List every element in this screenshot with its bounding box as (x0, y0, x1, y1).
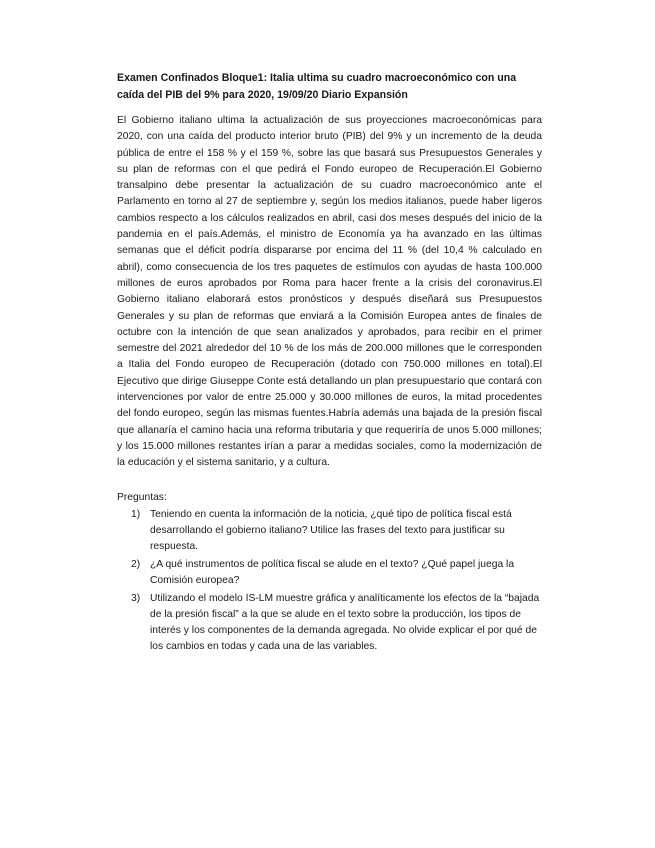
questions-list (117, 507, 545, 657)
question-number: 2) (131, 559, 141, 570)
questions-heading: Preguntas: (117, 492, 167, 503)
question-text: Teniendo en cuenta la información de la noticia, ¿qué tipo de política fiscal está desarrollando el gobierno italiano? Utilice las frases del texto para justificar su respuesta. (150, 509, 512, 552)
question-item-1 (117, 507, 545, 555)
news-body-paragraph: El Gobierno italiano ultima la actualización de sus proyecciones macroeconómicas para 2020, con una caída del producto interior bruto (PIB) del 9% y un incremento de la deuda pública de entre el 158 % y el 159 %, sobre las que basará sus Presupuestos Generales y su plan de reformas con el que pedirá el Fondo europeo de Recuperación.El Gobierno transalpino debe presentar la actualización de su cuadro macroeconómico ante el Parlamento en torno al 27 de septiembre y, según los medios italianos, puede haber ligeros cambios respecto a los cálculos realizados en abril, casi dos meses después del inicio de la pandemia en el país.Además, el ministro de Economía ya ha avanzado en las últimas semanas que el déficit podría dispararse por encima del 11 % (del 10,4 % calculado en abril), como consecuencia de los tres paquetes de estímulos con ayudas de hasta 100.000 millones de euros aprobados por Roma para hacer frente a la crisis del coronavirus.El Gobierno italiano elaborará estos pronósticos y después diseñará sus Presupuestos Generales y su plan de reformas que enviará a la Comisión Europea antes de finales de octubre con la intención de que sean analizados y aprobados, para recibir en el primer semestre del 2021 alrededor del 10 % de los más de 200.000 millones que le corresponden a Italia del Fondo europeo de Recuperación (dotado con 750.000 millones en total).El Ejecutivo que dirige Giuseppe Conte está detallando un plan presupuestario que contará con intervenciones por valor de entre 25.000 y 30.000 millones de euros, la mitad procedentes del fondo europeo, según las mismas fuentes.Habría además una bajada de la presión fiscal que allanaría el camino hacia una reforma tributaria y que requeriría de unos 5.000 millones; y los 15.000 millones restantes irían a parar a medidas sociales, como la modernización de la educación y el sistema sanitario, y a cultura. (117, 115, 542, 469)
question-item-3 (117, 591, 545, 655)
question-number: 1) (131, 509, 141, 520)
question-number: 3) (131, 593, 141, 604)
question-item-2 (117, 557, 545, 589)
document-title: Examen Confinados Bloque1: Italia ultima su cuadro macroeconómico con una caída del PIB del 9% para 2020, 19/09/20 Diario Expansión (117, 72, 517, 101)
question-text: Utilizando el modelo IS-LM muestre gráfica y analíticamente los efectos de la “bajada de la presión fiscal” a la que se alude en el texto sobre la producción, los tipos de interés y los componentes de la demanda agregada. No olvide explicar el por qué de los cambios en todas y cada una de las variables. (150, 593, 540, 652)
question-text: ¿A qué instrumentos de política fiscal se alude en el texto? ¿Qué papel juega la Comisión europea? (150, 559, 515, 586)
